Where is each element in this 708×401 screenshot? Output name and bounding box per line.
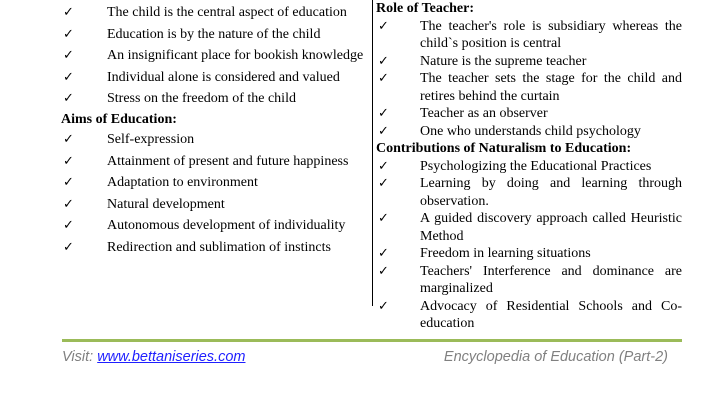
- footer-visit-label: Visit:: [62, 349, 94, 365]
- list-item: [61, 26, 369, 44]
- list-item: [376, 263, 682, 298]
- checkmark-icon: ✓: [378, 263, 389, 279]
- checkmark-icon: ✓: [63, 69, 74, 85]
- checkmark-icon: ✓: [378, 211, 389, 226]
- list-item: [61, 47, 369, 65]
- list-item-text: The teacher's role is subsidiary whereas the child`s position is central: [420, 18, 682, 51]
- list-item-text: A guided discovery approach called Heuristic Method: [420, 211, 682, 244]
- checkmark-icon: ✓: [378, 298, 389, 314]
- aims-heading: Aims of Education:: [61, 111, 177, 127]
- checkmark-icon: ✓: [378, 71, 389, 86]
- list-item-text: Redirection and sublimation of instincts: [107, 239, 331, 255]
- list-item-text: Advocacy of Residential Schools and Co-education: [420, 298, 682, 331]
- list-item: [61, 239, 369, 257]
- left-column: [61, 0, 369, 256]
- checkmark-icon: ✓: [63, 153, 74, 169]
- footer-book-title: Encyclopedia of Education (Part-2): [443, 349, 668, 365]
- checkmark-icon: ✓: [63, 175, 74, 190]
- list-item-text: Freedom in learning situations: [420, 246, 591, 261]
- list-item-text: Education is by the nature of the child: [107, 26, 321, 42]
- list-item-text: Teacher as an observer: [420, 106, 548, 121]
- list-item-text: Individual alone is considered and valued: [107, 69, 340, 85]
- list-item-text: Nature is the supreme teacher: [420, 53, 587, 69]
- list-item: [61, 69, 369, 87]
- list-item: [376, 245, 682, 263]
- checkmark-icon: ✓: [63, 196, 74, 212]
- footer-visit: [62, 347, 245, 367]
- list-item-text: Stress on the freedom of the child: [107, 91, 296, 106]
- teacher-heading: Role of Teacher:: [376, 1, 474, 16]
- checkmark-icon: ✓: [63, 26, 74, 42]
- list-item: [376, 53, 682, 71]
- checkmark-icon: ✓: [378, 53, 389, 69]
- list-item-text: One who understands child psychology: [420, 123, 641, 139]
- list-item: [61, 196, 369, 214]
- list-item-text: Learning by doing and learning through observation.: [420, 176, 682, 209]
- list-item: [61, 153, 369, 171]
- list-item: [61, 217, 369, 235]
- column-divider: [372, 0, 373, 306]
- checkmark-icon: ✓: [63, 48, 74, 63]
- footer-rule: [62, 339, 682, 342]
- list-item: [61, 131, 369, 149]
- list-item-text: The child is the central aspect of education: [107, 5, 347, 20]
- list-item: [376, 18, 682, 53]
- list-item-text: Teachers' Interference and dominance are marginalized: [420, 263, 682, 296]
- website-link[interactable]: www.bettaniseries.com: [97, 349, 246, 365]
- list-item: [376, 298, 682, 333]
- checkmark-icon: ✓: [378, 176, 389, 191]
- list-item: [61, 4, 369, 22]
- checkmark-icon: ✓: [63, 218, 74, 233]
- checkmark-icon: ✓: [378, 106, 389, 121]
- checkmark-icon: ✓: [378, 123, 389, 139]
- checkmark-icon: ✓: [378, 18, 389, 34]
- list-item-text: Self-expression: [107, 132, 195, 147]
- right-column: [376, 0, 682, 333]
- checkmark-icon: ✓: [378, 158, 389, 174]
- checkmark-icon: ✓: [63, 5, 74, 20]
- list-item-text: An insignificant place for bookish knowledge: [107, 48, 364, 63]
- checkmark-icon: ✓: [63, 91, 74, 106]
- checkmark-icon: ✓: [378, 246, 389, 261]
- checkmark-icon: ✓: [63, 132, 74, 147]
- list-item: [61, 90, 369, 108]
- contributions-heading: Contributions of Naturalism to Education:: [376, 141, 632, 156]
- list-item-text: Adaptation to environment: [107, 175, 258, 190]
- list-item-text: Autonomous development of individuality: [107, 218, 346, 233]
- list-item: [376, 175, 682, 210]
- list-item-text: The teacher sets the stage for the child and retires behind the curtain: [420, 71, 682, 104]
- checkmark-icon: ✓: [63, 239, 74, 255]
- list-item: [61, 174, 369, 192]
- list-item: [376, 210, 682, 245]
- list-item-text: Natural development: [107, 196, 225, 212]
- list-item: [376, 70, 682, 105]
- list-item: [376, 123, 682, 141]
- list-item-text: Psychologizing the Educational Practices: [420, 158, 652, 174]
- list-item: [376, 105, 682, 123]
- list-item: [376, 158, 682, 176]
- list-item-text: Attainment of present and future happiness: [107, 153, 349, 169]
